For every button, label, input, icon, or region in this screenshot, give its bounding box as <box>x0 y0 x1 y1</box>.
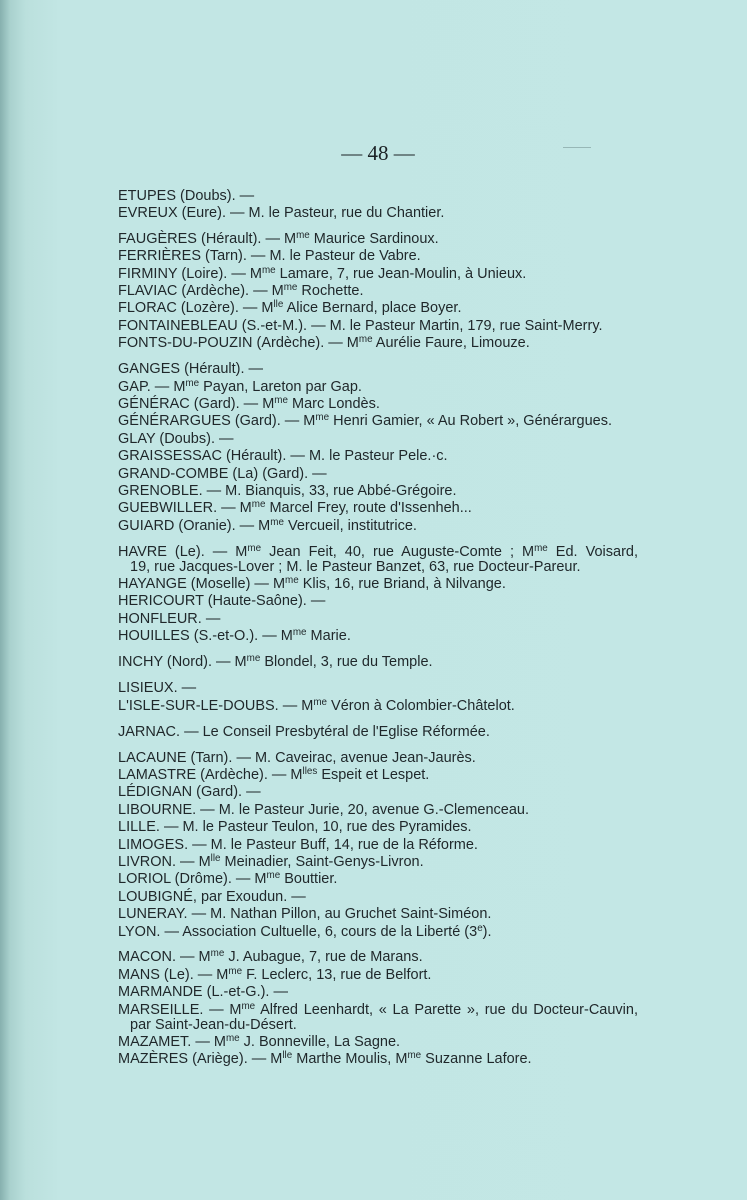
entry-text: FLORAC (Lozère). — M <box>118 300 274 317</box>
title-superscript: me <box>534 542 548 554</box>
entry-line <box>118 431 638 448</box>
title-superscript: me <box>247 542 262 554</box>
entry-line <box>118 361 638 378</box>
entry-text: HERICOURT (Haute-Saône). — <box>118 593 326 610</box>
entry-text: Payan, Lareton par Gap. <box>199 378 362 395</box>
directory-entry <box>118 819 638 836</box>
entry-text: JARNAC. — Le Conseil Presbytéral de l'Eglise Réformée. <box>118 723 490 740</box>
entry-text: GRENOBLE. — M. Bianquis, 33, rue Abbé-Grégoire. <box>118 482 457 499</box>
entry-line <box>118 698 638 715</box>
entry-line <box>118 680 638 697</box>
directory-entry <box>118 949 638 966</box>
directory-entry <box>118 483 638 500</box>
entry-text: Jean Feit, 40, rue Auguste-Comte ; M <box>261 543 535 560</box>
letter-group <box>118 361 638 535</box>
entry-text: GAP. — M <box>118 378 186 395</box>
title-superscript: me <box>210 948 225 960</box>
directory-entry <box>118 680 638 697</box>
entry-line <box>118 924 638 941</box>
title-superscript: e <box>477 922 483 934</box>
entry-text: HAYANGE (Moselle) — M <box>118 576 286 593</box>
entry-line <box>118 767 638 784</box>
title-superscript: me <box>283 282 298 294</box>
directory-entry <box>118 361 638 378</box>
title-superscript: me <box>270 516 284 528</box>
entry-text: L'ISLE-SUR-LE-DOUBS. — M <box>118 697 314 714</box>
entry-text: LIBOURNE. — M. le Pasteur Jurie, 20, avenue G.-Clemenceau. <box>118 801 530 818</box>
entry-text: Ed. Voisard, <box>547 543 639 560</box>
entry-line <box>118 984 638 1001</box>
entry-line <box>118 871 638 888</box>
entry-text: F. Leclerc, 13, rue de Belfort. <box>242 966 432 983</box>
entry-line <box>118 205 638 222</box>
entry-text: GÉNÉRARGUES (Gard). — M <box>118 413 316 430</box>
entry-text: GÉNÉRAC (Gard). — M <box>118 395 275 412</box>
entry-text: 19, rue Jacques-Lover ; M. le Pasteur Banzet, 63, rue Docteur-Pareur. <box>130 558 581 575</box>
title-superscript: me <box>407 1050 422 1062</box>
title-superscript: lle <box>273 299 284 311</box>
title-superscript: lle <box>282 1050 293 1062</box>
directory-entry <box>118 544 638 576</box>
entry-text: LOUBIGNÉ, par Exoudun. — <box>118 888 306 905</box>
entry-text: Marc Londès. <box>287 395 380 412</box>
title-superscript: me <box>185 377 200 389</box>
entry-text: HAVRE (Le). — M <box>118 543 248 560</box>
entry-text: ). <box>482 923 492 940</box>
entry-text: HOUILLES (S.-et-O.). — M <box>118 628 293 645</box>
entry-line <box>118 483 638 500</box>
entry-line <box>118 266 638 283</box>
entry-line <box>118 396 638 413</box>
entry-line <box>118 518 638 535</box>
entry-text: FLAVIAC (Ardèche). — M <box>118 283 284 300</box>
entry-line <box>118 819 638 836</box>
directory-entry <box>118 431 638 448</box>
directory-entry <box>118 698 638 715</box>
entry-line <box>118 906 638 923</box>
entry-text: Marthe Moulis, M <box>292 1051 408 1068</box>
entry-text: LIVRON. — M <box>118 853 211 870</box>
entry-line <box>118 500 638 517</box>
directory-entry <box>118 283 638 300</box>
title-superscript: lle <box>210 853 221 865</box>
entry-text: Alice Bernard, place Boyer. <box>283 300 462 317</box>
entry-line <box>118 448 638 465</box>
directory-entry <box>118 335 638 352</box>
directory-entry <box>118 188 638 205</box>
directory-entry <box>118 248 638 265</box>
directory-entry <box>118 379 638 396</box>
entry-text: GUIARD (Oranie). — M <box>118 517 271 534</box>
letter-group <box>118 949 638 1068</box>
entry-text: FONTAINEBLEAU (S.-et-M.). — M. le Pasteur Martin, 179, rue Saint-Merry. <box>118 317 603 334</box>
page-number: — 48 — <box>341 141 415 165</box>
entry-line <box>118 802 638 819</box>
entry-text: LORIOL (Drôme). — M <box>118 871 267 888</box>
entry-line <box>118 750 638 767</box>
entry-text: GLAY (Doubs). — <box>118 430 234 447</box>
entry-text: LAMASTRE (Ardèche). — M <box>118 766 303 783</box>
entry-line <box>118 466 638 483</box>
directory-entry <box>118 576 638 593</box>
title-superscript: me <box>315 412 330 424</box>
entry-line <box>118 300 638 317</box>
entry-text: Alfred Leenhardt, « La Parette », rue du Docteur-Cauvin, <box>255 1001 639 1018</box>
title-superscript: me <box>296 229 310 241</box>
entry-text: Véron à Colombier-Châtelot. <box>327 697 515 714</box>
directory-entry <box>118 611 638 628</box>
entry-text: FONTS-DU-POUZIN (Ardèche). — M <box>118 335 359 352</box>
title-superscript: me <box>292 627 307 639</box>
entry-text: Meinadier, Saint-Genys-Livron. <box>220 853 424 870</box>
entry-text: GRAISSESSAC (Hérault). — M. le Pasteur Pele.·c. <box>118 448 448 465</box>
directory-entry <box>118 1002 638 1034</box>
entry-line <box>118 231 638 248</box>
directory-entry <box>118 628 638 645</box>
title-superscript: lles <box>302 766 318 778</box>
title-superscript: me <box>228 965 243 977</box>
entry-line <box>118 854 638 871</box>
directory-entry <box>118 1034 638 1051</box>
entry-text: MARMANDE (L.-et-G.). — <box>118 984 288 1001</box>
directory-entry <box>118 854 638 871</box>
entry-line <box>118 335 638 352</box>
letter-group <box>118 544 638 646</box>
title-superscript: me <box>225 1033 240 1045</box>
title-superscript: me <box>358 334 373 346</box>
directory-entry <box>118 924 638 941</box>
letter-group <box>118 188 638 223</box>
entry-line <box>118 379 638 396</box>
directory-list <box>118 188 638 1069</box>
entry-continuation-line <box>118 559 638 576</box>
entry-text: Rochette. <box>297 283 364 300</box>
directory-entry <box>118 518 638 535</box>
entry-line <box>118 1051 638 1068</box>
directory-entry <box>118 231 638 248</box>
entry-text: J. Aubague, 7, rue de Marans. <box>224 949 423 966</box>
entry-line <box>118 837 638 854</box>
entry-text: MAZAMET. — M <box>118 1034 226 1051</box>
entry-text: Klis, 16, rue Briand, à Nilvange. <box>298 576 506 593</box>
entry-text: LACAUNE (Tarn). — M. Caveirac, avenue Jean-Jaurès. <box>118 749 476 766</box>
entry-text: INCHY (Nord). — M <box>118 654 247 671</box>
title-superscript: me <box>261 264 276 276</box>
entry-text: Marie. <box>306 628 351 645</box>
directory-entry <box>118 466 638 483</box>
directory-entry <box>118 266 638 283</box>
title-superscript: me <box>266 870 281 882</box>
entry-line <box>118 654 638 671</box>
entry-text: J. Bonneville, La Sagne. <box>239 1034 401 1051</box>
entry-text: GUEBWILLER. — M <box>118 500 252 517</box>
entry-line <box>118 889 638 906</box>
entry-text: LUNERAY. — M. Nathan Pillon, au Gruchet Saint-Siméon. <box>118 906 492 923</box>
directory-entry <box>118 300 638 317</box>
directory-entry <box>118 871 638 888</box>
directory-entry <box>118 396 638 413</box>
entry-line <box>118 283 638 300</box>
entry-line <box>118 1034 638 1051</box>
directory-entry <box>118 318 638 335</box>
entry-line <box>118 593 638 610</box>
entry-text: Espeit et Lespet. <box>317 766 430 783</box>
entry-text: LISIEUX. — <box>118 680 197 697</box>
entry-line <box>118 724 638 741</box>
directory-entry <box>118 984 638 1001</box>
entry-line <box>118 188 638 205</box>
title-superscript: me <box>285 575 299 587</box>
entry-text: LÉDIGNAN (Gard). — <box>118 784 261 801</box>
entry-text: FERRIÈRES (Tarn). — M. le Pasteur de Vabre. <box>118 248 421 265</box>
entry-text: par Saint-Jean-du-Désert. <box>130 1016 297 1033</box>
entry-text: FIRMINY (Loire). — M <box>118 265 262 282</box>
directory-entry <box>118 1051 638 1068</box>
title-superscript: me <box>274 395 288 407</box>
directory-entry <box>118 889 638 906</box>
letter-group <box>118 680 638 715</box>
entry-text: MAZÈRES (Ariège). — M <box>118 1051 283 1068</box>
entry-text: Vercueil, institutrice. <box>283 517 417 534</box>
entry-text: MARSEILLE. — M <box>118 1001 242 1018</box>
entry-line <box>118 967 638 984</box>
entry-text: Lamare, 7, rue Jean-Moulin, à Unieux. <box>275 265 527 282</box>
entry-line <box>118 611 638 628</box>
entry-text: LIMOGES. — M. le Pasteur Buff, 14, rue de la Réforme. <box>118 836 478 853</box>
title-superscript: me <box>241 1000 256 1012</box>
entry-text: Henri Gamier, « Au Robert », Générargues. <box>329 413 612 430</box>
directory-entry <box>118 967 638 984</box>
directory-entry <box>118 837 638 854</box>
title-superscript: me <box>251 499 266 511</box>
entry-line <box>118 628 638 645</box>
entry-line <box>118 576 638 593</box>
directory-entry <box>118 593 638 610</box>
entry-text: Marcel Frey, route d'Issenheh... <box>265 500 472 517</box>
entry-text: Suzanne Lafore. <box>421 1051 532 1068</box>
entry-line <box>118 413 638 430</box>
letter-group <box>118 654 638 671</box>
directory-entry <box>118 724 638 741</box>
entry-continuation-line <box>118 1017 638 1034</box>
directory-entry <box>118 784 638 801</box>
entry-text: GRAND-COMBE (La) (Gard). — <box>118 465 327 482</box>
entry-line <box>118 248 638 265</box>
directory-entry <box>118 767 638 784</box>
entry-text: Blondel, 3, rue du Temple. <box>260 654 433 671</box>
entry-text: EVREUX (Eure). — M. le Pasteur, rue du Chantier. <box>118 204 445 221</box>
letter-group <box>118 750 638 941</box>
entry-text: GANGES (Hérault). — <box>118 361 264 378</box>
entry-text: ETUPES (Doubs). — <box>118 187 255 204</box>
entry-text: MACON. — M <box>118 949 211 966</box>
entry-text: LYON. — Association Cultuelle, 6, cours de la Liberté (3 <box>118 923 478 940</box>
directory-entry <box>118 802 638 819</box>
directory-entry <box>118 205 638 222</box>
entry-text: Bouttier. <box>280 871 338 888</box>
directory-entry <box>118 906 638 923</box>
directory-entry <box>118 500 638 517</box>
directory-entry <box>118 413 638 430</box>
entry-text: MANS (Le). — M <box>118 966 229 983</box>
entry-text: Maurice Sardinoux. <box>309 230 439 247</box>
letter-group <box>118 724 638 741</box>
directory-entry <box>118 654 638 671</box>
title-superscript: me <box>313 696 328 708</box>
entry-text: Aurélie Faure, Limouze. <box>372 335 530 352</box>
directory-entry <box>118 448 638 465</box>
entry-text: FAUGÈRES (Hérault). — M <box>118 230 297 247</box>
entry-text: HONFLEUR. — <box>118 610 221 627</box>
entry-line <box>118 318 638 335</box>
entry-text: LILLE. — M. le Pasteur Teulon, 10, rue des Pyramides. <box>118 819 472 836</box>
letter-group <box>118 231 638 353</box>
entry-line <box>118 949 638 966</box>
title-superscript: me <box>246 653 261 665</box>
entry-line <box>118 784 638 801</box>
directory-entry <box>118 750 638 767</box>
scan-mark <box>563 147 591 148</box>
